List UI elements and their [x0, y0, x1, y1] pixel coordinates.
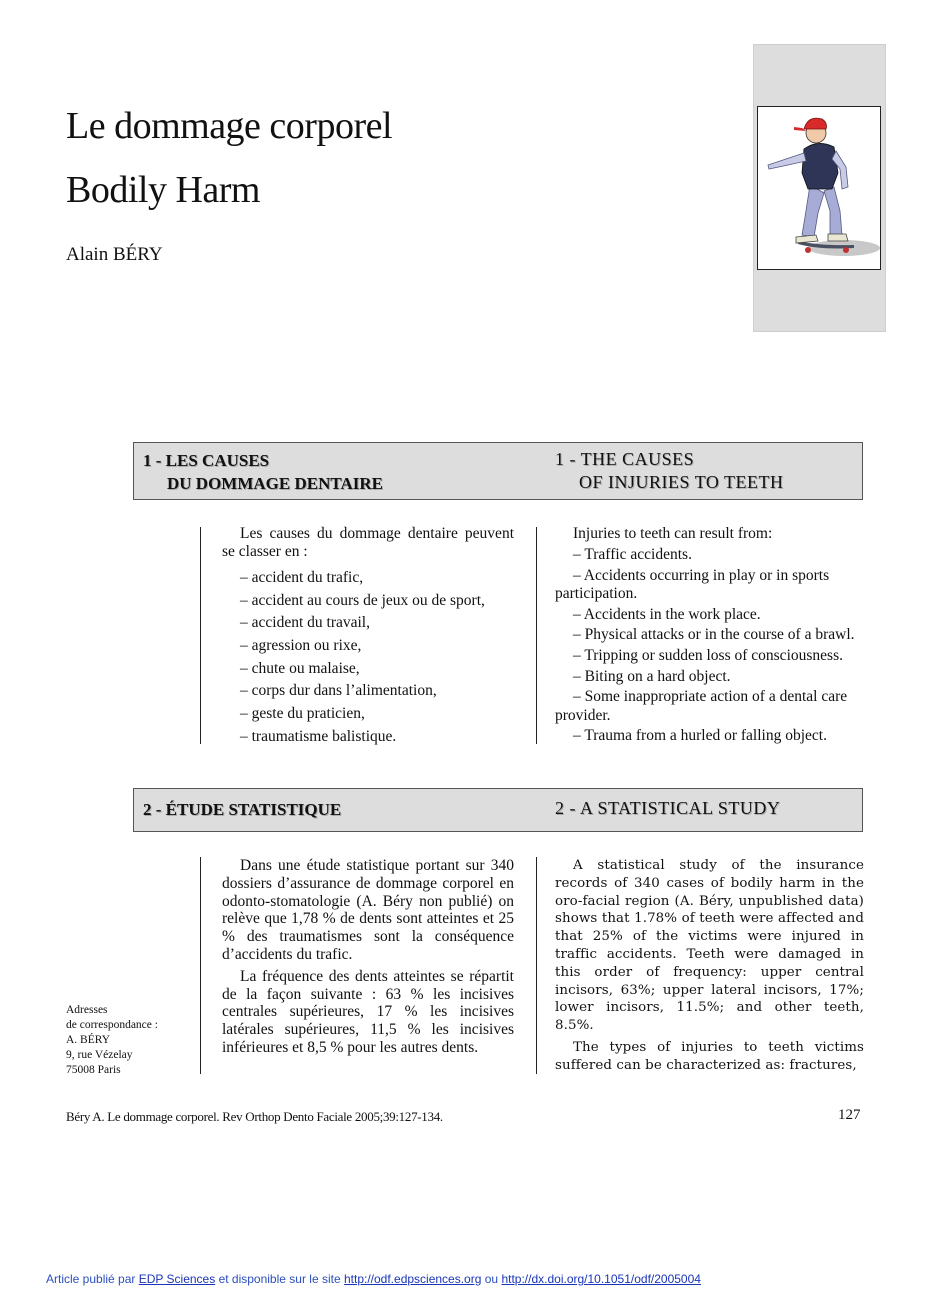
publication-notice: [46, 1272, 701, 1286]
column-rule-middle-2: [536, 857, 537, 1074]
publisher-link[interactable]: EDP Sciences: [138, 1272, 216, 1286]
list-item: – agression ou rixe,: [240, 637, 362, 655]
publication-or: ou: [484, 1272, 499, 1286]
section-1-french-column: [222, 525, 514, 749]
list-item: – Tripping or sudden loss of consciousness.: [573, 646, 843, 664]
list-item: – corps dur dans l’alimentation,: [240, 682, 437, 700]
section-2-french-paragraph-2: La fréquence des dents atteintes se répartit de la façon suivante : 63 % les incisives centrales supérieures, 17 % les incisives latérales supérieures, 11,5 % les incisives inférieures et 8,5 % pour les autres dents.: [222, 967, 514, 1056]
column-rule-left: [200, 527, 201, 744]
section-1-english-intro: Injuries to teeth can result from:: [573, 525, 773, 542]
list-item: – Accidents in the work place.: [573, 605, 761, 623]
doi-link[interactable]: http://dx.doi.org/10.1051/odf/2005004: [501, 1272, 701, 1286]
list-item: – Some inappropriate action of a dental care provider.: [555, 688, 848, 724]
section-1-header: [133, 442, 863, 500]
section-2-heading-english: 2 - A STATISTICAL STUDY: [555, 798, 781, 818]
list-item: – chute ou malaise,: [240, 659, 360, 677]
section-2-header: [133, 788, 863, 832]
citation-footer: Béry A. Le dommage corporel. Rev Orthop Dento Faciale 2005;39:127-134.: [66, 1109, 443, 1124]
column-rule-left-2: [200, 857, 201, 1074]
section-2-french-paragraph-1: Dans une étude statistique portant sur 340 dossiers d’assurance de dommage corporel en odonto-stomatologie (A. Béry non publié) on relève que 1,78 % de dents sont atteintes et 25 % des traumatismes sont la conséquence d’accidents du trafic.: [222, 857, 514, 963]
list-item: – Physical attacks or in the course of a brawl.: [573, 626, 855, 644]
section-2-english-column: [555, 857, 864, 1075]
address-line: Adresses: [66, 1004, 108, 1016]
list-item: – Biting on a hard object.: [573, 667, 731, 685]
column-rule-middle: [536, 527, 537, 744]
list-item: – Traffic accidents.: [573, 546, 692, 563]
section-2-heading-french: 2 - ÉTUDE STATISTIQUE: [143, 800, 342, 819]
publication-middle: et disponible sur le site: [218, 1272, 341, 1286]
address-line: 75008 Paris: [66, 1064, 121, 1076]
list-item: – geste du praticien,: [240, 705, 365, 723]
section-1-french-intro: Les causes du dommage dentaire peuvent se classer en :: [222, 525, 514, 560]
page-number: 127: [838, 1107, 861, 1123]
skateboarder-figure: [758, 107, 880, 269]
section-2-french-column: [222, 857, 514, 1057]
section-2-english-paragraph-1: A statistical study of the insurance records of 340 cases of bodily harm in the oro-facial region (A. Béry, unpublished data) shows that 1.78% of teeth were affected and that 25% of the victims were injured in traffic accidents. Teeth were damaged in this order of frequency: upper central incisors, 63%; upper lateral incisors, 17%; lower incisors, 11.5%; and other teeth, 8.5%.: [555, 858, 864, 1034]
list-item: – Trauma from a hurled or falling object.: [573, 727, 827, 745]
list-item: – accident du travail,: [240, 614, 370, 632]
correspondence-address: [66, 1003, 158, 1078]
author-first-name: Alain: [66, 244, 109, 265]
skateboarder-illustration: [757, 106, 881, 270]
section-2-english-paragraph-2: The types of injuries to teeth victims suffered can be characterized as: fractures,: [555, 1039, 864, 1073]
list-item: – accident au cours de jeux ou de sport,: [240, 591, 485, 609]
author: [66, 244, 163, 266]
title-english: Bodily Harm: [66, 169, 260, 211]
section-1-heading-english: [555, 448, 784, 494]
section-1-heading-en-line1: 1 - THE CAUSES: [555, 449, 695, 469]
address-line: de correspondance :: [66, 1019, 158, 1031]
list-item: – accident du trafic,: [240, 569, 364, 586]
section-1-english-list: [555, 546, 864, 746]
section-1-heading-en-line2: OF INJURIES TO TEETH: [579, 472, 784, 492]
section-1-heading-french: [143, 449, 383, 495]
list-item: – Accidents occurring in play or in sports participation.: [555, 566, 830, 603]
section-1-heading-fr-line1: 1 - LES CAUSES: [143, 451, 270, 470]
address-line: A. BÉRY: [66, 1034, 111, 1046]
author-last-name: BÉRY: [112, 244, 163, 265]
section-1-heading-fr-line2: DU DOMMAGE DENTAIRE: [167, 474, 383, 493]
site-link[interactable]: http://odf.edpsciences.org: [343, 1272, 482, 1286]
publication-prefix: Article publié par: [46, 1272, 136, 1286]
section-1-french-list: [222, 567, 514, 749]
address-line: 9, rue Vézelay: [66, 1049, 133, 1061]
list-item: – traumatisme balistique.: [240, 727, 397, 745]
title-french: Le dommage corporel: [66, 105, 393, 147]
section-1-english-column: [555, 525, 864, 746]
